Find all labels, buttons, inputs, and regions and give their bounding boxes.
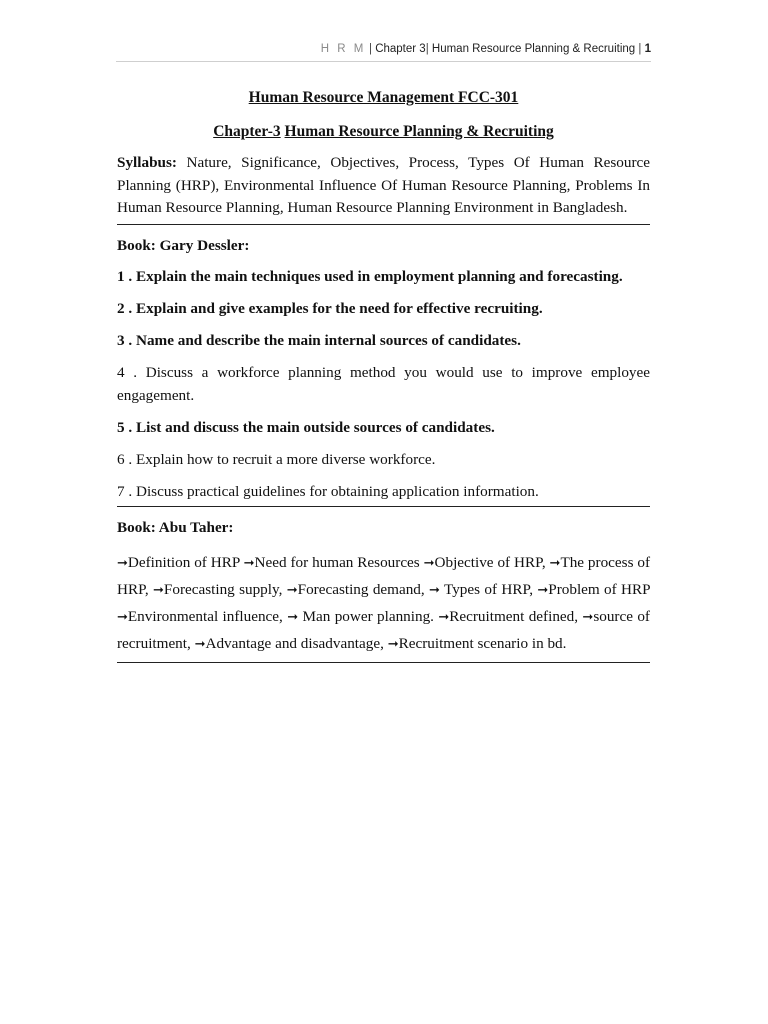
question-item: 2 . Explain and give examples for the need for effective recruiting. [117,300,543,317]
syllabus-paragraph [117,152,650,220]
section-divider [117,506,650,507]
topic-item: Forecasting demand, [297,580,425,598]
page-number: 1 [644,43,651,55]
topic-item: Problem of HRP [548,580,650,598]
arrow-icon: ➞ [549,555,561,571]
arrow-icon: ➞ [429,582,440,598]
arrow-icon: ➞ [243,555,255,571]
topic-item: source of recruitment, [117,607,650,652]
topic-item: Advantage and disadvantage, [205,634,384,652]
arrow-icon: ➞ [438,609,450,625]
running-header: H R M | Chapter 3| Human Resource Planning & Recruiting | 1 [320,43,651,55]
arrow-icon: ➞ [286,582,298,598]
arrow-icon: ➞ [582,609,594,625]
arrow-icon: ➞ [537,582,549,598]
document-title: Human Resource Management FCC-301 [248,89,519,106]
header-chapter: Chapter 3 [375,43,426,55]
book-heading-dessler: Book: Gary Dessler: [117,236,250,254]
topic-item: Types of HRP, [439,580,534,598]
book-heading-taher: Book: Abu Taher: [117,519,234,536]
question-item: 6 . Explain how to recruit a more diverse workforce. [117,450,436,468]
arrow-icon: ➞ [287,609,299,625]
header-title: Human Resource Planning & Recruiting [431,43,636,55]
page-body [117,87,650,663]
section-divider [117,224,650,225]
topic-item: Recruitment defined, [449,607,579,625]
topic-item: Objective of HRP, [434,553,546,571]
chapter-title: Human Resource Planning & Recruiting [284,122,554,140]
topic-item: Man power planning. [298,607,434,625]
arrow-icon: ➞ [423,555,435,571]
topic-list [117,550,650,658]
arrow-icon: ➞ [117,555,128,571]
question-item: 3 . Name and describe the main internal sources of candidates. [117,332,521,349]
arrow-icon: ➞ [153,582,164,598]
topic-item: Forecasting supply, [163,580,283,598]
topic-item: The process of HRP, [117,553,651,598]
chapter-label: Chapter-3 [213,122,281,140]
arrow-icon: ➞ [387,636,399,652]
header-divider [116,61,651,62]
syllabus-label: Syllabus: [117,154,177,171]
syllabus-text: Nature, Significance, Objectives, Process, Types Of Human Resource Planning (HRP), Environmental Influence Of Human Resource Planning, Problems In Human Resource Planning, Human Resource Planning Environment in Bangladesh. [117,154,651,216]
topic-item: Environmental influence, [127,607,283,625]
question-list [117,266,650,503]
header-abbreviation: H R M [320,43,366,55]
topic-item: Recruitment scenario in bd. [398,634,567,652]
question-item: 5 . List and discuss the main outside sources of candidates. [117,418,495,436]
question-item: 4 . Discuss a workforce planning method you would use to improve employee engagement. [117,364,650,404]
arrow-icon: ➞ [117,609,128,625]
topic-item: Definition of HRP [127,553,240,571]
topic-item: Need for human Resources [254,553,420,571]
arrow-icon: ➞ [194,636,206,652]
question-item: 7 . Discuss practical guidelines for obtaining application information. [117,482,539,500]
section-divider [117,662,650,663]
question-item: 1 . Explain the main techniques used in employment planning and forecasting. [117,268,623,285]
chapter-heading [117,121,650,144]
